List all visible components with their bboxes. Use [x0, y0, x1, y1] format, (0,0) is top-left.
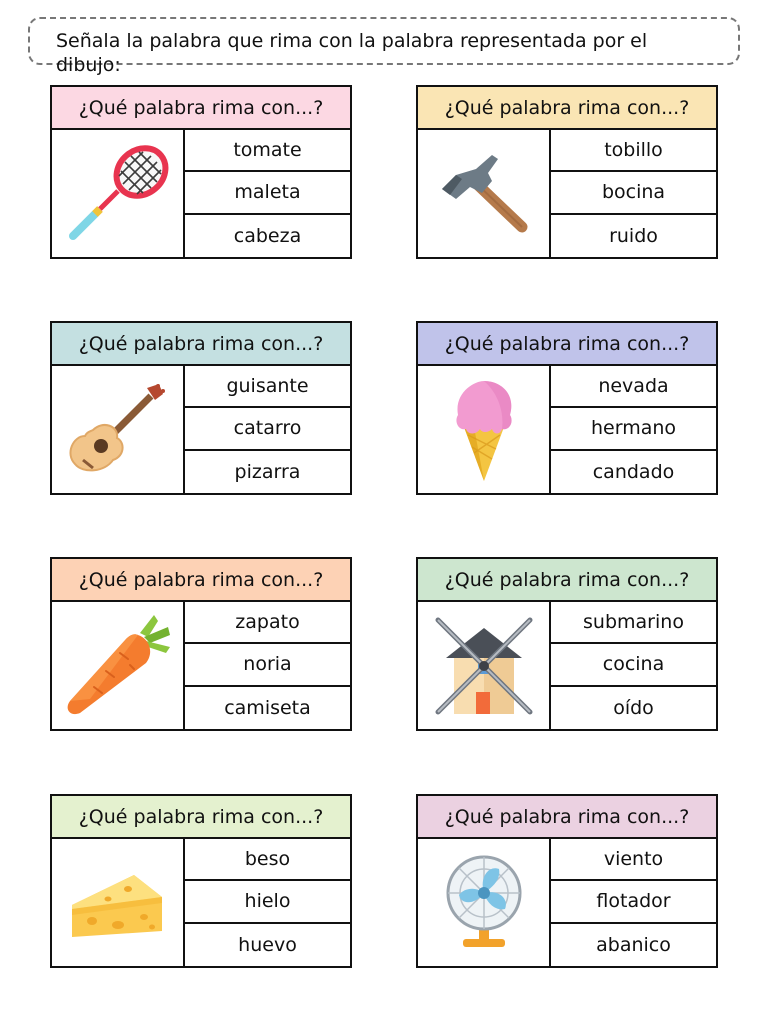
option[interactable]: pizarra: [234, 460, 301, 483]
card-question: ¿Qué palabra rima con...?: [418, 796, 716, 839]
picture-cell: [418, 130, 551, 257]
option[interactable]: hermano: [551, 408, 716, 450]
option[interactable]: guisante: [185, 366, 350, 408]
options-list: [551, 839, 716, 966]
ice-cream-icon: [444, 375, 524, 485]
options-list: [551, 130, 716, 257]
carrot-icon: [60, 613, 175, 718]
option[interactable]: hielo: [185, 881, 350, 923]
card-guitar: [50, 321, 352, 495]
picture-cell: [418, 839, 551, 966]
card-hammer: [416, 85, 718, 259]
card-question: ¿Qué palabra rima con...?: [52, 323, 350, 366]
instruction-text: Señala la palabra que rima con la palabra representada por el dibujo:: [56, 30, 648, 76]
option[interactable]: cocina: [551, 644, 716, 686]
picture-cell: [52, 602, 185, 729]
option[interactable]: beso: [185, 839, 350, 881]
options-list: [551, 602, 716, 729]
guitar-icon: [63, 380, 173, 480]
picture-cell: [52, 130, 185, 257]
option[interactable]: viento: [551, 839, 716, 881]
option[interactable]: tobillo: [551, 130, 716, 172]
options-list: [551, 366, 716, 493]
options-list: [185, 839, 350, 966]
card-fan: [416, 794, 718, 968]
hammer-icon: [434, 149, 534, 239]
options-list: [185, 366, 350, 493]
option[interactable]: maleta: [185, 172, 350, 214]
options-list: [185, 602, 350, 729]
card-question: ¿Qué palabra rima con...?: [418, 87, 716, 130]
picture-cell: [418, 602, 551, 729]
option[interactable]: zapato: [185, 602, 350, 644]
option[interactable]: catarro: [185, 408, 350, 450]
picture-cell: [52, 366, 185, 493]
tennis-racket-icon: [63, 144, 173, 244]
option[interactable]: huevo: [238, 933, 297, 956]
option[interactable]: flotador: [551, 881, 716, 923]
card-question: ¿Qué palabra rima con...?: [52, 87, 350, 130]
instruction-box: [28, 17, 740, 76]
fan-icon: [439, 853, 529, 953]
option[interactable]: candado: [592, 460, 675, 483]
option[interactable]: oído: [613, 696, 654, 719]
card-windmill: [416, 557, 718, 731]
cheese-icon: [68, 863, 168, 943]
windmill-icon: [432, 614, 536, 718]
option[interactable]: abanico: [596, 933, 671, 956]
option[interactable]: ruido: [609, 224, 658, 247]
picture-cell: [418, 366, 551, 493]
option[interactable]: noria: [185, 644, 350, 686]
card-question: ¿Qué palabra rima con...?: [52, 796, 350, 839]
card-question: ¿Qué palabra rima con...?: [418, 323, 716, 366]
picture-cell: [52, 839, 185, 966]
option[interactable]: camiseta: [224, 696, 311, 719]
card-carrot: [50, 557, 352, 731]
card-racket: [50, 85, 352, 259]
option[interactable]: submarino: [551, 602, 716, 644]
option[interactable]: tomate: [185, 130, 350, 172]
card-question: ¿Qué palabra rima con...?: [52, 559, 350, 602]
option[interactable]: bocina: [551, 172, 716, 214]
option[interactable]: cabeza: [233, 224, 302, 247]
card-cheese: [50, 794, 352, 968]
option[interactable]: nevada: [551, 366, 716, 408]
card-question: ¿Qué palabra rima con...?: [418, 559, 716, 602]
options-list: [185, 130, 350, 257]
card-ice-cream: [416, 321, 718, 495]
